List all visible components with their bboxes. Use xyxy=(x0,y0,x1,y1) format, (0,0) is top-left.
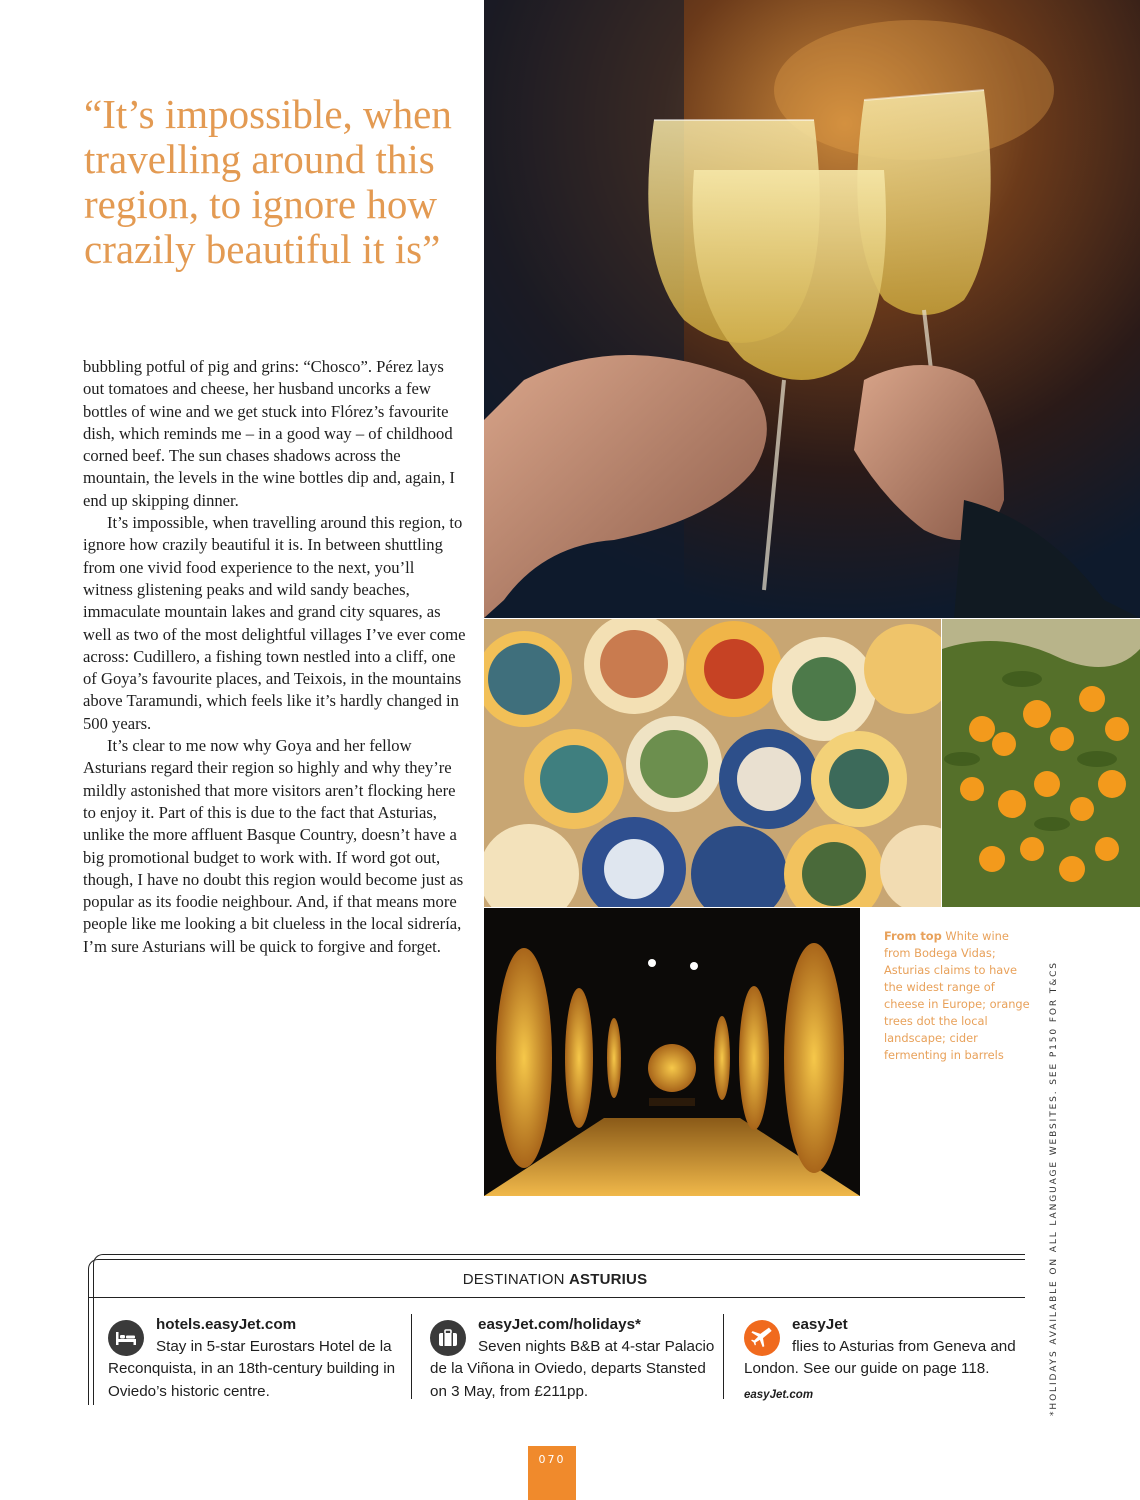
hotels-link[interactable]: hotels.easyJet.com xyxy=(156,1316,297,1333)
pull-quote: “It’s impossible, when travelling around this region, to ignore how crazily beautiful it is” xyxy=(84,91,452,272)
article-body xyxy=(83,356,467,958)
hotels-text: Stay in 5-star Eurostars Hotel de la Reconquista, in an 18th-century building in Oviedo’s historic centre. xyxy=(108,1338,396,1400)
holidays-disclaimer: *HOLIDAYS AVAILABLE ON ALL LANGUAGE WEBSITES. SEE P150 FOR T&CS xyxy=(1049,961,1059,1416)
destination-label: DESTINATION xyxy=(462,1271,565,1288)
column-divider xyxy=(411,1314,412,1399)
cider-barrels-photo xyxy=(484,908,860,1196)
destination-title xyxy=(85,1271,1025,1288)
caption-text: White wine from Bodega Vidas; Asturias claims to have the widest range of cheese in Europe; orange trees dot the local landscape; cider fermenting in barrels xyxy=(884,929,1030,1062)
orange-tree-photo xyxy=(942,619,1140,907)
wine-glasses-photo xyxy=(484,0,1140,618)
destination-panel xyxy=(85,1254,1025,1404)
column-divider xyxy=(723,1314,724,1399)
body-paragraph: It’s clear to me now why Goya and her fellow Asturians regard their region so highly and why they’re mildly astonished that more visitors aren’t flocking here to enjoy it. Part of this is due to the fact that Asturias, unlike the more affluent Basque Country, doesn’t have a big promotional budget to work with. If word got out, though, I have no doubt this region would become just as popular as its foodie neighbour. And, if that means more people like me looking a bit clueless in the local sidrería, I’m sure Asturians will be quick to forgive and forget. xyxy=(83,736,464,956)
photo-caption xyxy=(884,928,1034,1064)
cheese-photo xyxy=(484,619,941,907)
destination-name: ASTURIUS xyxy=(569,1271,648,1288)
holidays-text: Seven nights B&B at 4-star Palacio de la Viñona in Oviedo, departs Stansted on 3 May, from £211pp. xyxy=(430,1338,715,1400)
holidays-link[interactable]: easyJet.com/holidays* xyxy=(478,1316,641,1333)
easyjet-name: easyJet xyxy=(792,1316,848,1333)
panel-divider xyxy=(88,1297,1025,1298)
caption-lead: From top xyxy=(884,929,942,943)
easyjet-link[interactable]: easyJet.com xyxy=(744,1389,814,1401)
flights-text: flies to Asturias from Geneva and London. See our guide on page 118. xyxy=(744,1338,1016,1378)
body-paragraph: bubbling potful of pig and grins: “Chosco”. Pérez lays out tomatoes and cheese, her husband uncorks a few bottles of wine and we get stuck into Flórez’s favourite dish, which reminds me – in a good way – of childhood corned beef. The sun chases shadows across the mountain, the levels in the wine bottles dip and, again, I end up skipping dinner. xyxy=(83,357,455,510)
page-number: 070 xyxy=(528,1446,576,1500)
body-paragraph: It’s impossible, when travelling around this region, to ignore how crazily beautiful it is. In between shuttling from one vivid food experience to the next, you’ll witness glistening peaks and wild sandy beaches, immaculate mountain lakes and grand city squares, as well as two of the most delightful villages I’ve ever come across: Cudillero, a fishing town nestled into a cliff, one of Goya’s favourite places, and Teixois, in the mountains above Taramundi, which feels like it’s hardly changed in 500 years. xyxy=(83,513,466,733)
